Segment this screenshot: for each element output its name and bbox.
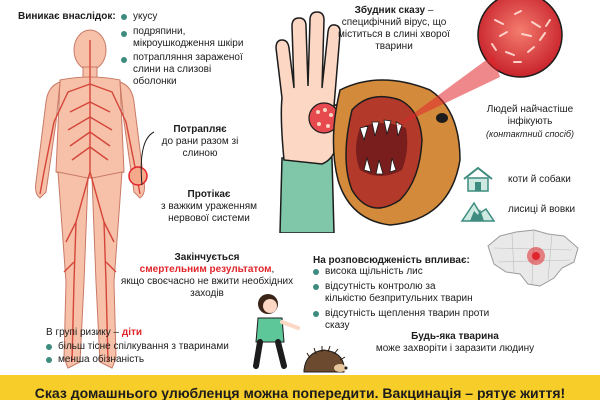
risk-heading-bold: діти bbox=[121, 327, 143, 338]
risk-item: більш тісне спілкування з тваринами bbox=[58, 341, 229, 352]
infect-block bbox=[470, 104, 590, 140]
footer-banner bbox=[0, 375, 600, 400]
fox-wolf-icon bbox=[460, 195, 496, 223]
ukraine-map-illustration bbox=[482, 226, 582, 294]
risk-heading-text: В групі ризику – bbox=[46, 327, 120, 338]
proceeds-desc: з важким ураженням нервової системи bbox=[160, 201, 258, 224]
infect-note: (контактний спосіб) bbox=[486, 129, 574, 139]
spread-item: відсутність контролю за кількістю безпритульних тварин bbox=[325, 281, 473, 304]
infect-item-pets: коти й собаки bbox=[508, 174, 571, 185]
ends-desc: якщо своєчасно не вжити необхідних заходів bbox=[120, 276, 294, 299]
child-illustration bbox=[246, 290, 302, 372]
bullet-icon bbox=[313, 284, 319, 290]
footer-text: Сказ домашнього улюбленця можна попередити. Вакцинація – рятує життя! bbox=[34, 385, 566, 400]
infect-title: Людей найчастіше інфікують bbox=[486, 104, 574, 127]
house-cat-dog-icon bbox=[460, 165, 496, 193]
virus-description bbox=[326, 5, 462, 53]
proceeds-title: Протікає bbox=[187, 189, 231, 200]
consequence-item: подряпини, мікроушкодження шкіри bbox=[133, 26, 244, 49]
ends-highlight: смертельним результатом bbox=[139, 264, 272, 275]
spread-item: висока щільність лис bbox=[325, 266, 423, 277]
virus-desc: – специфічний вірус, що міститься в слині хворої тварини bbox=[338, 5, 450, 52]
consequence-item: потрапляння зараженої слини на слизові оболонки bbox=[133, 52, 243, 87]
enters-desc: до рани разом зі слиною bbox=[161, 136, 239, 159]
risk-heading bbox=[46, 327, 186, 339]
proceeds-block bbox=[148, 189, 270, 225]
enters-block bbox=[150, 124, 250, 160]
ends-highlight-suffix: , bbox=[271, 264, 275, 275]
spread-heading: На розповсюдженість впливає: bbox=[313, 255, 470, 266]
enters-title: Потрапляє bbox=[173, 124, 227, 135]
bullet-icon bbox=[121, 14, 127, 20]
risk-item: менша обізнаність bbox=[58, 354, 145, 365]
virus-title: Збудник сказу bbox=[354, 5, 426, 16]
consequence-item: укусу bbox=[133, 11, 158, 22]
hedgehog-illustration bbox=[300, 344, 348, 376]
connector-arrow bbox=[136, 130, 156, 190]
spread-item: відсутність щеплення тварин проти сказу bbox=[325, 308, 490, 331]
bullet-icon bbox=[313, 269, 319, 275]
ends-title: Закінчується bbox=[174, 252, 240, 263]
bullet-icon bbox=[121, 57, 127, 63]
any-animal-title: Будь-яка тварина bbox=[411, 331, 499, 342]
bullet-icon bbox=[46, 357, 52, 363]
any-animal-block bbox=[355, 331, 555, 355]
bullet-icon bbox=[313, 311, 319, 317]
bullet-icon bbox=[46, 344, 52, 350]
bullet-icon bbox=[121, 31, 127, 37]
consequence-heading: Виникає внаслідок: bbox=[18, 11, 116, 22]
any-animal-desc: може захворіти і заразити людину bbox=[375, 343, 535, 354]
infect-item-wild: лисиці й вовки bbox=[508, 204, 576, 215]
